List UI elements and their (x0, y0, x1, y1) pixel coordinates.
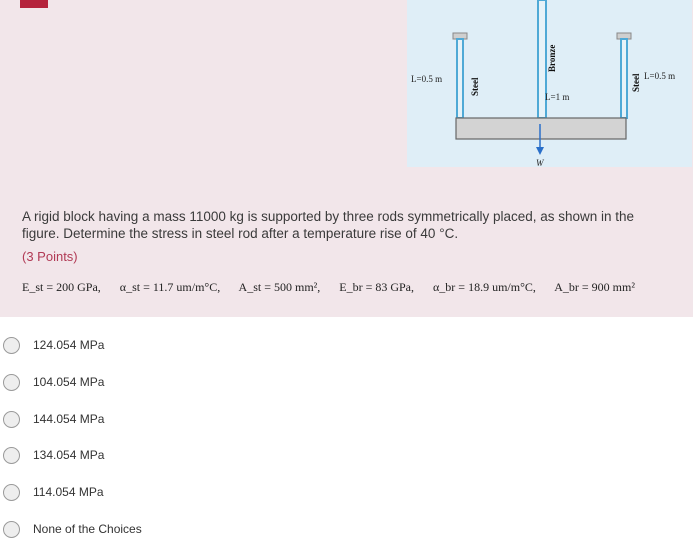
given-alpha-steel: α_st = 11.7 um/m°C, (119, 280, 221, 294)
brand-accent (20, 0, 48, 8)
given-alpha-bronze: α_br = 18.9 um/m°C, (433, 280, 536, 294)
radio-button[interactable] (3, 374, 20, 391)
choice-option[interactable] (3, 371, 104, 393)
points-label: (3 Points) (22, 249, 78, 264)
left-steel-rod (457, 39, 463, 118)
given-area-bronze: A_br = 900 mm² (554, 280, 635, 294)
choice-label: 104.054 MPa (33, 375, 105, 389)
radio-button[interactable] (3, 337, 20, 354)
radio-button[interactable] (3, 447, 20, 464)
given-e-steel: E_st = 200 GPa, (22, 280, 101, 294)
choice-label: 144.054 MPa (33, 412, 105, 426)
right-rod-label: Steel (631, 73, 641, 92)
rigid-block (456, 118, 626, 139)
radio-button[interactable] (3, 411, 20, 428)
choice-option[interactable] (3, 408, 104, 430)
given-area-steel: A_st = 500 mm², (238, 280, 321, 294)
middle-rod-label: Bronze (547, 44, 557, 72)
left-rod-label: Steel (470, 77, 480, 96)
right-steel-rod (621, 39, 627, 118)
choice-option[interactable] (3, 334, 104, 356)
radio-button[interactable] (3, 521, 20, 538)
choice-option[interactable] (3, 518, 142, 540)
choice-label: None of the Choices (33, 522, 142, 536)
right-length-label: L=0.5 m (644, 71, 676, 81)
question-text: A rigid block having a mass 11000 kg is supported by three rods symmetrically placed, as shown in the figure. Determine the stress in steel rod after a temperature rise of 40 °C. (22, 209, 635, 241)
choice-label: 124.054 MPa (33, 338, 105, 352)
left-length-label: L=0.5 m (411, 74, 443, 84)
middle-length-label: L=1 m (545, 92, 570, 102)
choice-option[interactable] (3, 481, 104, 503)
choice-option[interactable] (3, 444, 104, 466)
given-values (22, 280, 635, 295)
radio-button[interactable] (3, 484, 20, 501)
choice-label: 114.054 MPa (33, 485, 104, 499)
problem-figure (407, 0, 692, 167)
figure-drawing (407, 0, 692, 167)
given-e-bronze: E_br = 83 GPa, (339, 280, 415, 294)
load-arrow-head (536, 147, 544, 155)
choice-label: 134.054 MPa (33, 448, 105, 462)
load-label: W (536, 158, 544, 167)
